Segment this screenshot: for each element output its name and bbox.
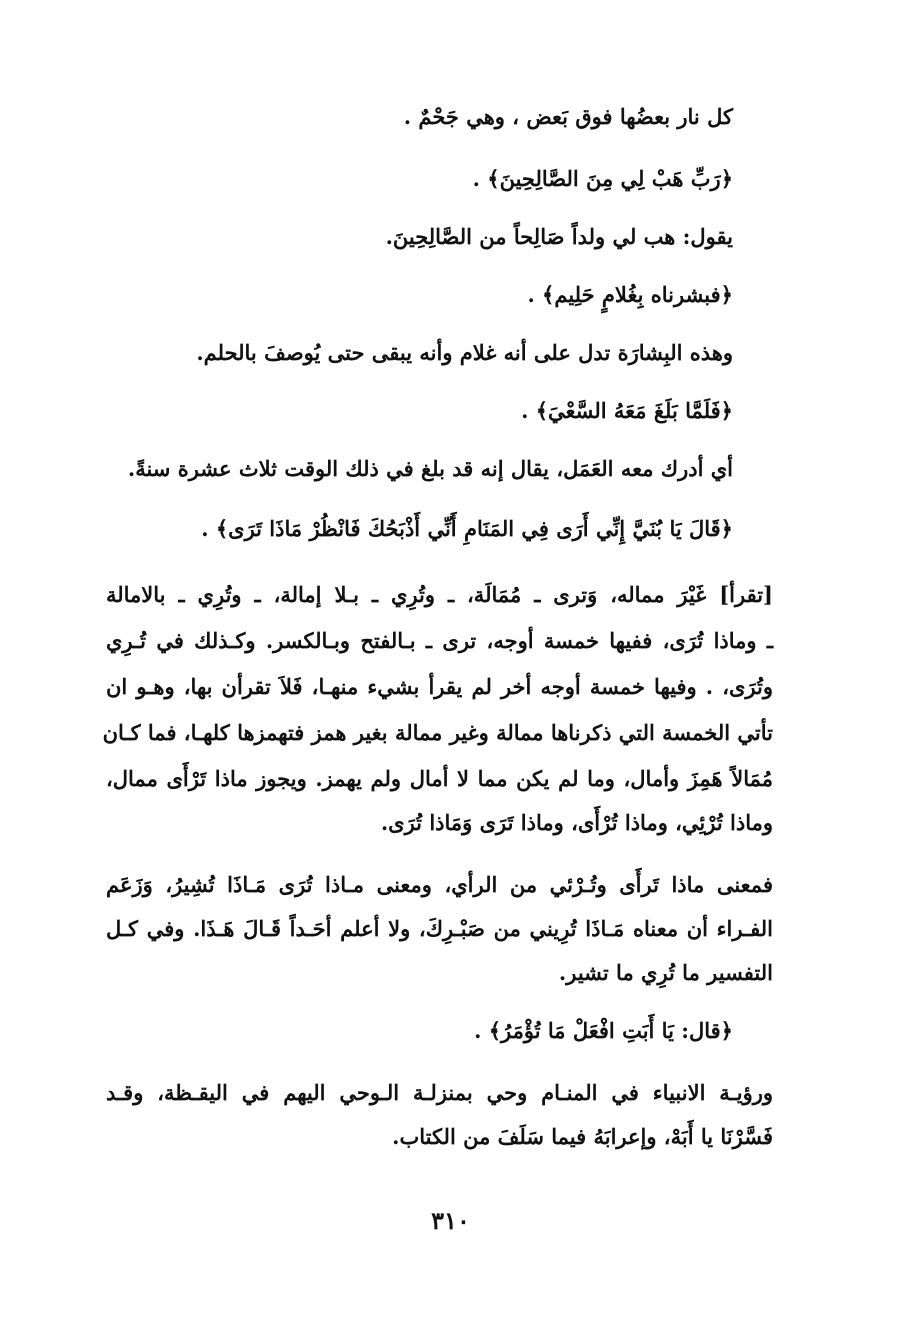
- paragraph-line: مُمَالاً هَمِزَ وأمال، وما لم يكن مما لا أمال ولم يهمز. ويجوز ماذا تَرْأَى ممال،: [106, 766, 773, 791]
- text-line: كل نار بعضُها فوق بَعض ، وهي جَحْمٌ .: [403, 104, 733, 129]
- paragraph-line: الفـراء أن معناه مَـاذَا تُرِيني من صَبْـرِكَ، ولا أعلم أحَـداً قَـالَ هَـذَا. وفي كـل: [106, 916, 773, 941]
- quran-verse: ﴿قال: يَا أَبَتِ افْعَلْ مَا تُؤْمَرُ﴾ .: [474, 1018, 733, 1043]
- paragraph-line: ورؤيـة الانبياء في المنـام وحي بمنزلـة الـوحي اليهم في اليقـظة، وقـد: [106, 1080, 773, 1105]
- paragraph-line: فَسَّرْنَا يا أَبَهْ، وإعرابَهُ فيما سَلَفَ من الكتاب.: [392, 1124, 773, 1149]
- quran-verse: ﴿فبشرناه بِغُلامٍ حَلِيم﴾ .: [527, 282, 733, 307]
- quran-verse: ﴿فَلَمَّا بَلَغَ مَعَهُ السَّعْيَ﴾ .: [521, 398, 733, 423]
- paragraph-line: ـ وماذا تُرَى، ففيها خمسة أوجه، ترى ـ بـالفتح وبـالكسر. وكـذلك في تُـرِي: [106, 628, 773, 653]
- text-line: يقول: هب لي ولداً صَالِحاً من الصَّالِحِينَ.: [385, 224, 733, 249]
- text-line: أي أدرك معه العَمَل، يقال إنه قد بلغ في ذلك الوقت ثلاث عشرة سنةً.: [127, 456, 733, 481]
- paragraph-line: [تقرأ] غَيْرَ مماله، وَترى ـ مُمَالَة، ـ وتُرِي ـ بـلا إمالة، ـ وتُرِي ـ بالامالة: [106, 582, 773, 607]
- quran-verse: ﴿قَالَ يَا بُنَيَّ إِنِّي أَرَى فِي المَنَامِ أَنِّي أَذْبَحُكَ فَانْظُرْ مَاذَا تَرَى﴾ .: [201, 516, 733, 541]
- paragraph-line: فمعنى ماذا تَرأَى وتُـرْئي من الرأي، ومعنى مـاذا تُرَى مَـاذَا تُشِيرُ، وَزَعَم: [106, 872, 773, 897]
- page-number: ٣١٠: [431, 1206, 470, 1235]
- paragraph-line: وماذا تُرْئِي، وماذا تُرْأَى، وماذا تَرَى وَمَاذا تُرَى.: [380, 810, 773, 835]
- paragraph-line: وتُرَى، . وفيها خمسة أوجه أخر لم يقرأ بشيء منهـا، فَلاَ تقرأن بها، وهـو ان: [106, 674, 773, 699]
- text-line: وهذه البِشارَة تدل على أنه غلام وأنه يبقى حتى يُوصفَ بالحلم.: [196, 340, 733, 365]
- quran-verse: ﴿رَبِّ هَبْ لِي مِنَ الصَّالِحِينَ﴾ .: [472, 166, 733, 191]
- paragraph-line: التفسير ما تُرِي ما تشير.: [558, 960, 773, 985]
- paragraph-line: تأتي الخمسة التي ذكرناها ممالة وغير ممالة بغير همز فتهمزها كلهـا، فما كـان: [102, 720, 773, 745]
